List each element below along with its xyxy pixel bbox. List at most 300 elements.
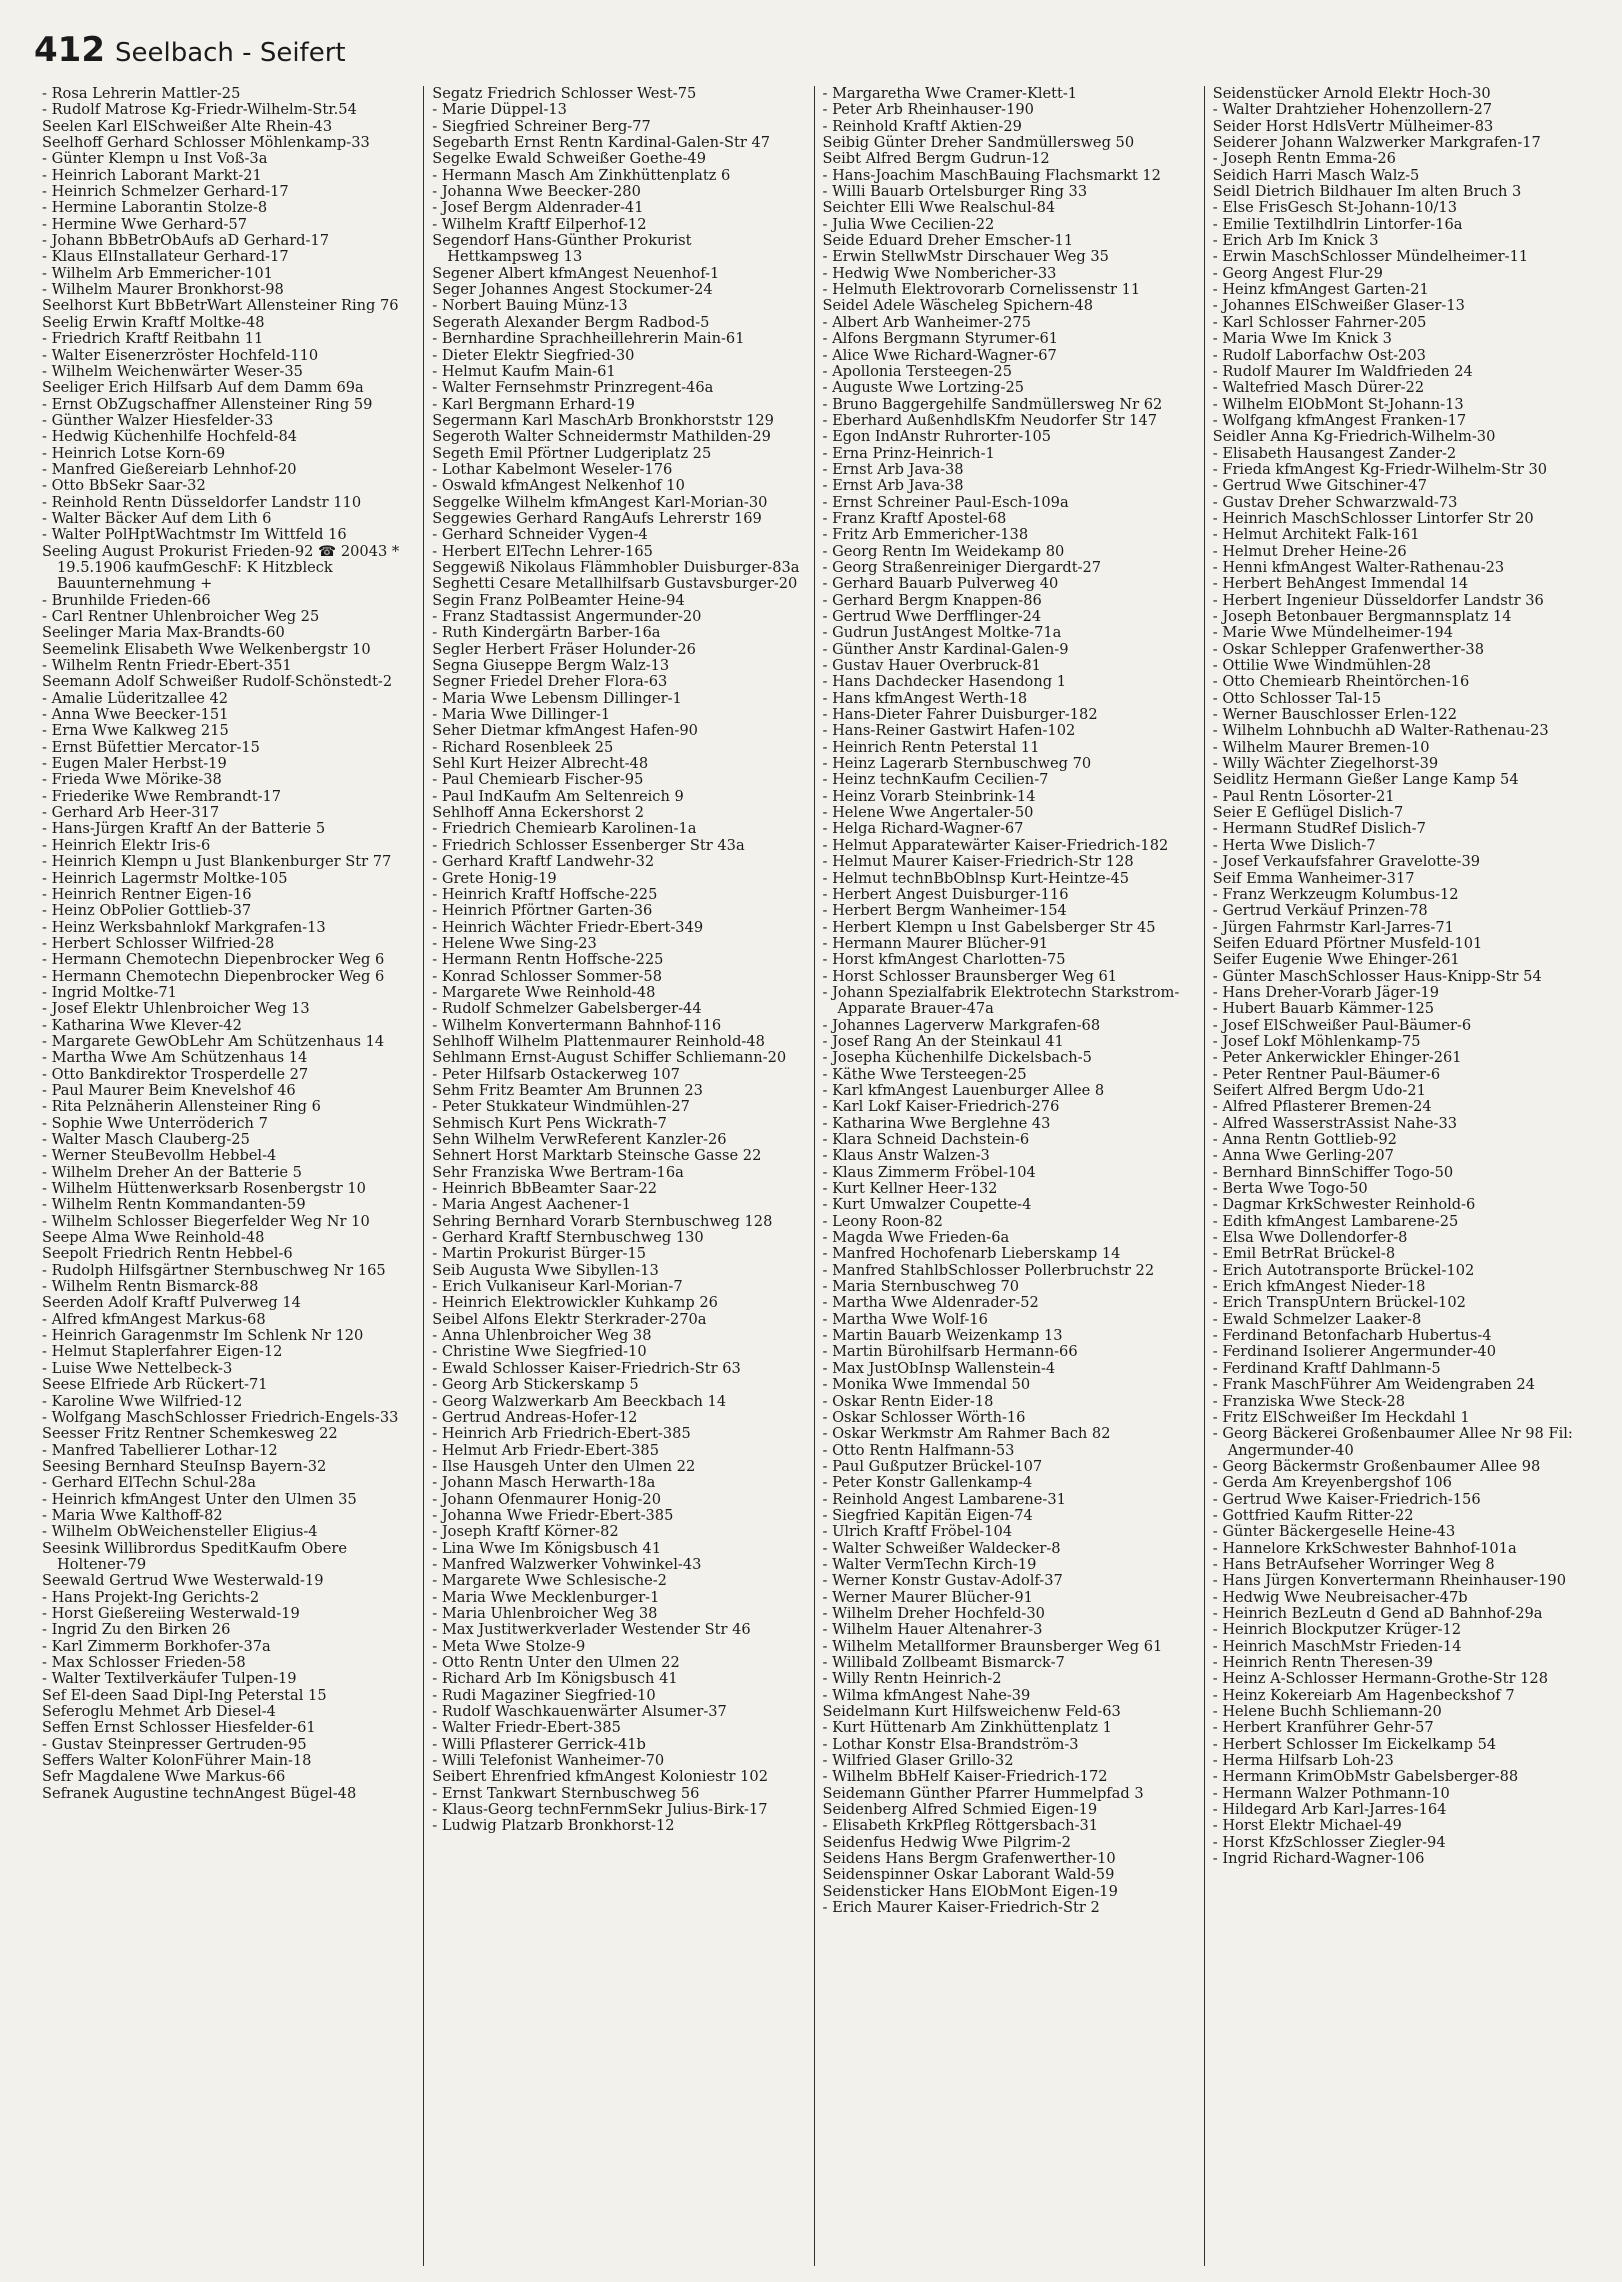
directory-entry: - Walter Bäcker Auf dem Lith 6 [42,509,272,527]
directory-entry: - Margarete Wwe Schlesische-2 [432,1572,667,1590]
directory-entry: - Herbert Klempn u Inst Gabelsberger Str 45 [822,918,1156,936]
directory-entry: - Georg Straßenreiniger Diergardt-27 [822,558,1102,576]
directory-entry: Segna Giuseppe Bergm Walz-13 [432,657,670,675]
directory-entry: - Leony Roon-82 [822,1212,943,1230]
directory-entry: - Paul Rentn Lösorter-21 [1212,787,1395,805]
directory-entry: Segerath Alexander Bergm Radbod-5 [432,313,710,331]
directory-entry: - Hedwig Wwe Nombericher-33 [822,264,1057,282]
directory-entry: Seepolt Friedrich Rentn Hebbel-6 [42,1245,293,1263]
directory-entry: Seidich Harri Masch Walz-5 [1212,166,1420,184]
directory-entry: - Peter Stukkateur Windmühlen-27 [432,1098,690,1116]
directory-entry: - Walter Masch Clauberg-25 [42,1131,250,1148]
directory-entry: - Heinrich MaschMstr Frieden-14 [1212,1637,1462,1655]
directory-entry: - Maria Sternbuschweg 70 [822,1278,1020,1296]
directory-entry: - Willi Telefonist Wanheimer-70 [432,1752,665,1770]
directory-entry: - Hans-Jürgen Kraftf An der Batterie 5 [42,820,326,838]
directory-entry: - Karl Schlosser Fahrner-205 [1212,313,1427,331]
directory-entry: - Alfred WasserstrAssist Nahe-33 [1212,1114,1458,1132]
directory-entry: - Hannelore KrkSchwester Bahnhof-101a [1212,1539,1517,1557]
directory-entry: - Käthe Wwe Tersteegen-25 [822,1065,1027,1083]
directory-entry: - Horst Schlosser Braunsberger Weg 61 [822,967,1118,985]
directory-entry: Seider Horst HdlsVertr Mülheimer-83 [1212,117,1494,135]
directory-entry: - Hermann Chemotechn Diepenbrocker Weg 6 [42,951,385,969]
directory-entry: - Herbert Bergm Wanheimer-154 [822,902,1067,920]
directory-entry: - Wilhelm Maurer Bremen-10 [1212,738,1430,756]
directory-entry: - Hermann Chemotechn Diepenbrocker Weg 6 [42,967,385,985]
directory-entry: - Heinrich Elektrowickler Kuhkamp 26 [432,1294,718,1312]
directory-entry: - Otto Schlosser Tal-15 [1212,689,1382,707]
directory-entry: - Willi Bauarb Ortelsburger Ring 33 [822,183,1088,201]
directory-entry: - Wilhelm Konvertermann Bahnhof-116 [432,1016,722,1034]
directory-entry: - Heinrich Lagermstr Moltke-105 [42,869,288,887]
directory-entry: - Heinz technKaufm Cecilien-7 [822,771,1049,789]
directory-entry: Segner Friedel Dreher Flora-63 [432,673,668,691]
directory-entry: - Walter Schweißer Waldecker-8 [822,1539,1061,1557]
directory-entry: - Hans Dreher-Vorarb Jäger-19 [1212,983,1440,1001]
directory-entry: - Gerhard Kraftf Landwehr-32 [432,853,655,871]
directory-entry: - Walter Fernsehmstr Prinzregent-46a [432,379,714,397]
directory-entry: - Gustav Hauer Overbruck-81 [822,657,1041,675]
directory-entry: Seidler Anna Kg-Friedrich-Wilhelm-30 [1212,428,1496,446]
directory-entry: - Heinrich Laborant Markt-21 [42,166,262,184]
directory-entry: - Ernst Büfettier Mercator-15 [42,738,260,756]
directory-entry: Seger Johannes Angest Stockumer-24 [432,281,713,299]
directory-entry: - Wilhelm Lohnbuchh aD Walter-Rathenau-23 [1212,722,1549,740]
directory-entry: - Johanna Wwe Friedr-Ebert-385 [432,1506,674,1524]
directory-entry: - Herbert Kranführer Gehr-57 [1212,1719,1434,1737]
directory-entry: - Friedrich Kraftf Reitbahn 11 [42,330,264,348]
directory-entry: Sehl Kurt Heizer Albrecht-48 [432,755,649,773]
directory-entry: Seffen Ernst Schlosser Hiesfelder-61 [42,1719,316,1737]
directory-entry: - Wilhelm Kraftf Eilperhof-12 [432,215,647,233]
directory-entry: - Helmut Dreher Heine-26 [1212,542,1407,560]
directory-entry: - Wilhelm Metallformer Braunsberger Weg 61 [822,1637,1163,1655]
directory-entry: - Max JustObInsp Wallenstein-4 [822,1359,1056,1377]
directory-entry: - Werner Bauschlosser Erlen-122 [1212,706,1458,724]
directory-entry: - Emil BetrRat Brückel-8 [1212,1245,1396,1263]
directory-entry: - Paul Chemiearb Fischer-95 [432,771,644,789]
directory-entry: Seemann Adolf Schweißer Rudolf-Schönstedt-2 [42,673,393,691]
directory-entry: - Herta Wwe Dislich-7 [1212,836,1376,854]
directory-entry: - Manfred Hochofenarb Lieberskamp 14 [822,1245,1121,1263]
directory-entry: - Helene Buchh Schliemann-20 [1212,1703,1442,1721]
directory-entry: - Edith kfmAngest Lambarene-25 [1212,1212,1459,1230]
directory-entry: - Peter Arb Rheinhauser-190 [822,101,1034,119]
directory-entry: - Eugen Maler Herbst-19 [42,755,227,773]
directory-entry: - Hubert Bauarb Kämmer-125 [1212,1000,1435,1018]
directory-entry: Seidemann Günther Pfarrer Hummelpfad 3 [822,1784,1144,1802]
directory-entry: - Rudolf Schmelzer Gabelsberger-44 [432,1000,702,1018]
page-number: 412 [34,30,105,70]
directory-entry: - Horst kfmAngest Charlotten-75 [822,951,1066,969]
directory-entry: Seifen Eduard Pförtner Musfeld-101 [1212,934,1483,952]
directory-entry: - Otto Bankdirektor Trosperdelle 27 [42,1065,309,1083]
directory-entry: - Franz Stadtassist Angermunder-20 [432,608,702,625]
directory-entry: - Wilhelm Dreher An der Batterie 5 [42,1163,302,1181]
directory-entry: - Bernhard BinnSchiffer Togo-50 [1212,1163,1454,1181]
directory-entry: - Hans BetrAufseher Worringer Weg 8 [1212,1555,1495,1573]
directory-entry: Segeroth Walter Schneidermstr Mathilden-29 [432,428,771,446]
directory-entry: Seibert Ehrenfried kfmAngest Koloniestr 102 [432,1768,769,1786]
directory-entry: - Rudolf Matrose Kg-Friedr-Wilhelm-Str.54 [42,101,357,119]
directory-entry: - Reinhold Angest Lambarene-31 [822,1490,1066,1508]
directory-entry: - Helmut Apparatewärter Kaiser-Friedrich-182 [822,836,1169,854]
directory-entry: - Julia Wwe Cecilien-22 [822,215,995,233]
directory-entry: - Helmut Arb Friedr-Ebert-385 [432,1441,660,1459]
directory-entry: - Helga Richard-Wagner-67 [822,820,1024,838]
directory-entry: - Friedrich Schlosser Essenberger Str 43a [432,836,745,854]
directory-entry: - Hermine Wwe Gerhard-57 [42,215,248,233]
directory-entry: - Richard Rosenbleek 25 [432,738,614,756]
directory-entry: Seelhorst Kurt BbBetrWart Allensteiner Ring 76 [42,297,399,315]
directory-entry: Sehr Franziska Wwe Bertram-16a [432,1163,684,1181]
directory-entry: Seelen Karl ElSchweißer Alte Rhein-43 [42,117,333,135]
directory-entry: - Richard Arb Im Königsbusch 41 [432,1670,678,1688]
directory-entry: - Franz Werkzeugm Kolumbus-12 [1212,885,1459,903]
directory-entry: - Werner SteuBevollm Hebbel-4 [42,1147,277,1165]
directory-entry: - Georg Rentn Im Weidekamp 80 [822,542,1065,560]
directory-entry: - Heinz Kokereiarb Am Hagenbeckshof 7 [1212,1686,1515,1704]
directory-entry: - Friedrich Chemiearb Karolinen-1a [432,820,697,838]
directory-entry: Segin Franz PolBeamter Heine-94 [432,591,685,609]
directory-entry: - Wilhelm Hüttenwerksarb Rosenbergstr 10 [42,1180,366,1198]
directory-entry: Seidenspinner Oskar Laborant Wald-59 [822,1866,1115,1884]
directory-entry: - Max Schlosser Frieden-58 [42,1654,246,1671]
directory-entry: - Hans Dachdecker Hasendong 1 [822,673,1066,691]
directory-entry: - Alfred Pflasterer Bremen-24 [1212,1098,1432,1116]
directory-entry: Seidl Dietrich Bildhauer Im alten Bruch 3 [1212,183,1522,201]
directory-entry: - Erna Prinz-Heinrich-1 [822,444,995,462]
directory-entry: - Carl Rentner Uhlenbroicher Weg 25 [42,608,320,625]
directory-entry: - Wilhelm BbHelf Kaiser-Friedrich-172 [822,1768,1108,1786]
directory-entry: - Hermine Laborantin Stolze-8 [42,199,268,217]
directory-entry: - Erich Autotransporte Brückel-102 [1212,1261,1475,1279]
directory-entry: - Oskar Werkmstr Am Rahmer Bach 82 [822,1425,1111,1443]
directory-entry: - Johann Spezialfabrik Elektrotechn Starkstrom-Apparate Brauer-47a [822,983,1180,1018]
directory-entry: - Ingrid Richard-Wagner-106 [1212,1850,1425,1868]
directory-entry: - Wilfried Glaser Grillo-32 [822,1752,1014,1770]
directory-entry: Seewald Gertrud Wwe Westerwald-19 [42,1572,324,1590]
directory-entry: - Heinz kfmAngest Garten-21 [1212,281,1429,299]
directory-entry: Seferoglu Mehmet Arb Diesel-4 [42,1703,276,1721]
directory-entry: - Maria Wwe Dillinger-1 [432,706,611,724]
directory-entry: - Wilhelm Rentn Bismarck-88 [42,1278,259,1296]
directory-entry: - Erich Maurer Kaiser-Friedrich-Str 2 [822,1899,1100,1917]
directory-entry: - Josef Bergm Aldenrader-41 [432,199,644,217]
directory-entry: - Ingrid Zu den Birken 26 [42,1621,231,1639]
directory-entry: Sehlmann Ernst-August Schiffer Schliemann-20 [432,1049,787,1067]
directory-entry: Seeliger Erich Hilfsarb Auf dem Damm 69a [42,379,364,397]
directory-entry: - Heinrich Rentn Peterstal 11 [822,738,1040,756]
directory-entry: - Karl Bergmann Erhard-19 [432,395,635,413]
directory-entry: - Herbert Ingenieur Düsseldorfer Landstr 36 [1212,591,1544,609]
directory-entry: - Günther Walzer Hiesfelder-33 [42,411,274,429]
directory-entry: - Heinrich Klempn u Just Blankenburger Str 77 [42,853,392,871]
directory-entry: - Luise Wwe Nettelbeck-3 [42,1359,233,1377]
directory-entry: - Otto BbSekr Saar-32 [42,477,206,495]
directory-entry: - Wilhelm Rentn Kommandanten-59 [42,1196,306,1214]
directory-entry: - Heinrich MaschSchlosser Lintorfer Str 20 [1212,509,1534,527]
directory-entry: - Rosa Lehrerin Mattler-25 [42,86,241,102]
directory-entry: - Josef Lokf Möhlenkamp-75 [1212,1032,1421,1050]
directory-entry: - Gerhard Kraftf Sternbuschweg 130 [432,1229,704,1247]
directory-entry: Sef El-deen Saad Dipl-Ing Peterstal 15 [42,1686,327,1704]
directory-entry: - Wilhelm ObWeichensteller Eligius-4 [42,1523,318,1541]
directory-entry: - Rudolf Waschkauenwärter Alsumer-37 [432,1703,727,1721]
directory-entry: Sehm Fritz Beamter Am Brunnen 23 [432,1081,703,1099]
directory-entry: - Erich Arb Im Knick 3 [1212,232,1379,250]
directory-entry: - Heinrich Arb Friedrich-Ebert-385 [432,1425,691,1443]
directory-entry: - Gertrud Andreas-Hofer-12 [432,1408,638,1426]
directory-entry: Sehring Bernhard Vorarb Sternbuschweg 128 [432,1212,773,1230]
directory-entry: - Herbert Schlosser Wilfried-28 [42,934,275,952]
directory-entry: - Frieda Wwe Mörike-38 [42,771,222,789]
directory-entry: - Erich kfmAngest Nieder-18 [1212,1278,1426,1296]
directory-entry: - Willy Rentn Heinrich-2 [822,1670,1002,1688]
directory-entry: - Frank MaschFührer Am Weidengraben 24 [1212,1376,1535,1394]
directory-entry: - Karl Zimmerm Borkhofer-37a [42,1637,271,1655]
directory-entry: Segatz Friedrich Schlosser West-75 [432,86,697,102]
directory-entry: - Heinrich Wächter Friedr-Ebert-349 [432,918,704,936]
directory-entry: - Horst Elektr Michael-49 [1212,1817,1402,1835]
directory-entry: - Karoline Wwe Wilfried-12 [42,1392,243,1410]
directory-entry: - Erich Vulkaniseur Karl-Morian-7 [432,1278,683,1296]
directory-entry: - Walter VermTechn Kirch-19 [822,1555,1037,1573]
directory-entry: - Eberhard AußenhdlsKfm Neudorfer Str 147 [822,411,1158,429]
directory-entry: - Lothar Konstr Elsa-Brandström-3 [822,1735,1079,1753]
directory-columns [34,86,1594,2266]
directory-entry: - Helmut Architekt Falk-161 [1212,526,1420,544]
directory-entry: - Ulrich Kraftf Fröbel-104 [822,1523,1013,1541]
directory-entry: - Wilhelm Arb Emmericher-101 [42,264,273,282]
directory-entry: - Ernst Arb Java-38 [822,460,964,478]
directory-entry: - Gerhard Arb Heer-317 [42,804,220,822]
directory-entry: - Emilie Textilhdlrin Lintorfer-16a [1212,215,1463,233]
directory-entry: - Berta Wwe Togo-50 [1212,1180,1368,1198]
directory-entry: - Gottfried Kaufm Ritter-22 [1212,1506,1414,1524]
directory-entry: Seidens Hans Bergm Grafenwerther-10 [822,1850,1116,1868]
directory-entry: - Horst KfzSchlosser Ziegler-94 [1212,1833,1446,1851]
directory-entry: - Brunhilde Frieden-66 [42,591,211,609]
directory-entry: - Heinz A-Schlosser Hermann-Grothe-Str 128 [1212,1670,1548,1688]
directory-entry: - Walter Drahtzieher Hohenzollern-27 [1212,101,1493,119]
directory-entry: - Herbert ElTechn Lehrer-165 [432,542,653,560]
directory-entry: - Heinrich Rentn Theresen-39 [1212,1654,1433,1671]
directory-entry: - Maria Wwe Lebensm Dillinger-1 [432,689,682,707]
directory-entry: - Heinrich BbBeamter Saar-22 [432,1180,658,1198]
directory-entry: - Meta Wwe Stolze-9 [432,1637,586,1655]
directory-entry: - Erna Wwe Kalkweg 215 [42,722,229,740]
directory-entry: - Georg Bäckermstr Großenbaumer Allee 98 [1212,1457,1541,1475]
directory-entry: - Hans kfmAngest Werth-18 [822,689,1028,707]
directory-entry: - Joseph Rentn Emma-26 [1212,150,1396,168]
directory-entry: Seesing Bernhard SteuInsp Bayern-32 [42,1457,327,1475]
directory-entry: Seepe Alma Wwe Reinhold-48 [42,1229,265,1247]
directory-entry: - Georg Walzwerkarb Am Beeckbach 14 [432,1392,727,1410]
directory-entry: - Walter Friedr-Ebert-385 [432,1719,621,1737]
directory-entry: - Helmut Kaufm Main-61 [432,362,616,380]
directory-entry: - Willy Wächter Ziegelhorst-39 [1212,755,1439,773]
directory-entry: - Ernst Tankwart Sternbuschweg 56 [432,1784,700,1802]
directory-entry: - Rita Pelznäherin Allensteiner Ring 6 [42,1098,321,1116]
directory-entry: - Oswald kfmAngest Nelkenhof 10 [432,477,685,495]
directory-entry: - Johannes ElSchweißer Glaser-13 [1212,297,1465,315]
directory-entry: - Ilse Hausgeh Unter den Ulmen 22 [432,1457,696,1475]
directory-entry: - Fritz Arb Emmericher-138 [822,526,1029,544]
directory-entry: Segelke Ewald Schweißer Goethe-49 [432,150,706,168]
directory-entry: - Erwin StellwMstr Dirschauer Weg 35 [822,248,1109,266]
directory-entry: - Joseph Betonbauer Bergmannsplatz 14 [1212,608,1512,625]
directory-entry: Seide Eduard Dreher Emscher-11 [822,232,1074,250]
directory-entry: - Franz Kraftf Apostel-68 [822,509,1007,527]
directory-entry: Seelinger Maria Max-Brandts-60 [42,624,285,642]
directory-entry: Segeth Emil Pförtner Ludgeriplatz 25 [432,444,712,462]
running-head: Seelbach - Seifert [114,38,346,68]
directory-entry: - Rudolph Hilfsgärtner Sternbuschweg Nr 165 [42,1261,386,1279]
directory-entry: - Horst Gießereiing Westerwald-19 [42,1604,300,1622]
directory-entry: - Heinrich Elektr Iris-6 [42,836,211,854]
directory-entry: - Maria Wwe Im Knick 3 [1212,330,1392,348]
directory-entry: - Wolfgang MaschSchlosser Friedrich-Engels-33 [42,1408,399,1426]
directory-entry: Seiderer Johann Walzwerker Markgrafen-17 [1212,134,1541,152]
directory-entry: - Gustav Dreher Schwarzwald-73 [1212,493,1458,511]
directory-entry: - Peter Ankerwickler Ehinger-261 [1212,1049,1462,1067]
directory-entry: - Heinz ObPolier Gottlieb-37 [42,902,252,920]
directory-entry: - Karl kfmAngest Lauenburger Allee 8 [822,1081,1105,1099]
directory-entry: - Martha Wwe Aldenrader-52 [822,1294,1039,1312]
directory-entry: - Paul Gußputzer Brückel-107 [822,1457,1043,1475]
directory-entry: - Heinz Lagerarb Sternbuschweg 70 [822,755,1092,773]
directory-entry: - Georg Angest Flur-29 [1212,264,1383,282]
directory-entry: - Helene Wwe Sing-23 [432,934,597,952]
directory-entry: - Wolfgang kfmAngest Franken-17 [1212,411,1467,429]
directory-entry: - Martha Wwe Wolf-16 [822,1310,988,1328]
directory-entry: - Wilhelm Hauer Altenahrer-3 [822,1621,1043,1639]
directory-entry: - Willibald Zollbeamt Bismarck-7 [822,1654,1065,1671]
directory-entry: Sehmisch Kurt Pens Wickrath-7 [432,1114,667,1132]
directory-entry: Seibt Alfred Bergm Gudrun-12 [822,150,1050,168]
directory-entry: - Anna Wwe Gerling-207 [1212,1147,1394,1165]
directory-entry: - Georg Bäckerei Großenbaumer Allee Nr 98 Fil: Angermunder-40 [1212,1425,1573,1459]
directory-entry: - Klara Schneid Dachstein-6 [822,1131,1030,1148]
directory-entry: Sefr Magdalene Wwe Markus-66 [42,1768,286,1786]
directory-entry: - Martha Wwe Am Schützenhaus 14 [42,1049,308,1067]
directory-entry: - Günter Klempn u Inst Voß-3a [42,150,268,168]
directory-entry: - Klaus ElInstallateur Gerhard-17 [42,248,289,266]
directory-entry: - Gerhard Schneider Vygen-4 [432,526,648,544]
directory-entry: - Hans Jürgen Konvertermann Rheinhauser-190 [1212,1572,1566,1590]
directory-entry: Seibel Alfons Elektr Sterkrader-270a [432,1310,707,1328]
directory-entry: - Wilhelm Weichenwärter Weser-35 [42,362,303,380]
directory-entry: - Johann Ofenmaurer Honig-20 [432,1490,661,1508]
directory-entry: - Dieter Elektr Siegfried-30 [432,346,635,364]
directory-entry: Sehlhoff Anna Eckershorst 2 [432,804,645,822]
directory-entry: - Gudrun JustAngest Moltke-71a [822,624,1062,642]
directory-entry: - Josepha Küchenhilfe Dickelsbach-5 [822,1049,1092,1067]
directory-entry: - Hans Projekt-Ing Gerichts-2 [42,1588,260,1606]
directory-entry: - Fritz ElSchweißer Im Heckdahl 1 [1212,1408,1470,1426]
directory-entry: - Ludwig Platzarb Bronkhorst-12 [432,1817,675,1835]
directory-entry: - Heinrich Blockputzer Krüger-12 [1212,1621,1462,1639]
directory-entry: - Wilhelm ElObMont St-Johann-13 [1212,395,1464,413]
directory-entry: Seidenfus Hedwig Wwe Pilgrim-2 [822,1833,1071,1851]
directory-entry: Segendorf Hans-Günther Prokurist Hettkampsweg 13 [432,232,692,266]
directory-entry: - Gerhard Bergm Knappen-86 [822,591,1042,609]
directory-entry: - Herbert Angest Duisburger-116 [822,885,1069,903]
directory-entry: - Gustav Steinpresser Gertruden-95 [42,1735,307,1753]
directory-entry: - Anna Rentn Gottlieb-92 [1212,1131,1397,1148]
directory-entry: - Johann BbBetrObAufs aD Gerhard-17 [42,232,330,250]
directory-entry: - Helmut Maurer Kaiser-Friedrich-Str 128 [822,853,1134,871]
directory-entry: - Rudi Magaziner Siegfried-10 [432,1686,656,1704]
directory-entry: - Ferdinand Betonfacharb Hubertus-4 [1212,1327,1492,1345]
directory-entry: - Johann Masch Herwarth-18a [432,1474,656,1492]
directory-entry: - Maria Wwe Mecklenburger-1 [432,1588,660,1606]
directory-entry: - Erwin MaschSchlosser Mündelheimer-11 [1212,248,1529,266]
directory-entry: - Klaus Anstr Walzen-3 [822,1147,990,1165]
directory-entry: - Maria Uhlenbroicher Weg 38 [432,1604,658,1622]
directory-entry: - Ewald Schmelzer Laaker-8 [1212,1310,1422,1328]
directory-entry: - Max Justitwerkverlader Westender Str 46 [432,1621,751,1639]
directory-entry: - Wilhelm Maurer Bronkhorst-98 [42,281,284,299]
directory-entry: Seidel Adele Wäscheleg Spichern-48 [822,297,1094,315]
directory-entry: Seffers Walter KolonFührer Main-18 [42,1752,312,1770]
directory-entry: Seidelmann Kurt Hilfsweichenw Feld-63 [822,1703,1121,1721]
directory-entry: - Willi Pflasterer Gerrick-41b [432,1735,646,1753]
directory-entry: - Herma Hilfsarb Loh-23 [1212,1752,1394,1770]
directory-entry: - Reinhold Kraftf Aktien-29 [822,117,1022,135]
directory-entry: - Günter MaschSchlosser Haus-Knipp-Str 54 [1212,967,1542,985]
directory-entry: - Margarete GewObLehr Am Schützenhaus 14 [42,1032,385,1050]
directory-entry: - Margarete Wwe Reinhold-48 [432,983,656,1001]
directory-entry: - Lina Wwe Im Königsbusch 41 [432,1539,662,1557]
directory-entry: - Maria Angest Aachener-1 [432,1196,632,1214]
directory-entry: - Heinrich Pförtner Garten-36 [432,902,653,920]
directory-entry: - Henni kfmAngest Walter-Rathenau-23 [1212,558,1505,576]
directory-entry: - Otto Rentn Halfmann-53 [822,1441,1015,1459]
directory-entry: - Rudolf Laborfachw Ost-203 [1212,346,1426,364]
directory-entry: - Hermann Masch Am Zinkhüttenplatz 6 [432,166,731,184]
directory-entry: - Oskar Schlepper Grafenwerther-38 [1212,640,1484,658]
directory-entry: - Martin Bauarb Weizenkamp 13 [822,1327,1063,1345]
directory-entry: - Josef Verkaufsfahrer Gravelotte-39 [1212,853,1481,871]
directory-entry: Seib Augusta Wwe Sibyllen-13 [432,1261,659,1279]
directory-entry: - Dagmar KrkSchwester Reinhold-6 [1212,1196,1476,1214]
directory-entry: Seifert Alfred Bergm Udo-21 [1212,1081,1426,1099]
directory-entry: - Johanna Wwe Beecker-280 [432,183,641,201]
directory-entry: - Anna Uhlenbroicher Weg 38 [432,1327,652,1345]
directory-entry: Sehlhoff Wilhelm Plattenmaurer Reinhold-48 [432,1032,765,1050]
directory-entry: - Rudolf Maurer Im Waldfrieden 24 [1212,362,1473,380]
directory-entry: - Gertrud Verkäuf Prinzen-78 [1212,902,1428,920]
directory-entry: - Bruno Baggergehilfe Sandmüllersweg Nr 62 [822,395,1163,413]
directory-column-4 [1204,86,1594,2266]
directory-entry: - Elisabeth Hausangest Zander-2 [1212,444,1457,462]
directory-entry: - Oskar Rentn Eider-18 [822,1392,994,1410]
directory-entry: - Kurt Kellner Heer-132 [822,1180,998,1198]
directory-entry: - Kurt Hüttenarb Am Zinkhüttenplatz 1 [822,1719,1112,1737]
directory-entry: - Manfred Gießereiarb Lehnhof-20 [42,460,297,478]
directory-entry: - Walter Eisenerzröster Hochfeld-110 [42,346,319,364]
directory-entry: - Gerhard Bauarb Pulverweg 40 [822,575,1059,593]
directory-entry: - Bernhardine Sprachheillehrerin Main-61 [432,330,745,348]
directory-entry: - Johannes Lagerverw Markgrafen-68 [822,1016,1101,1034]
directory-entry: - Alfred kfmAngest Markus-68 [42,1310,266,1328]
directory-entry: Seggewies Gerhard RangAufs Lehrerstr 169 [432,509,762,527]
directory-entry: - Hermann Walzer Pothmann-10 [1212,1784,1450,1802]
page-header [34,30,1594,80]
directory-entry: - Herbert Schlosser Im Eickelkamp 54 [1212,1735,1497,1753]
